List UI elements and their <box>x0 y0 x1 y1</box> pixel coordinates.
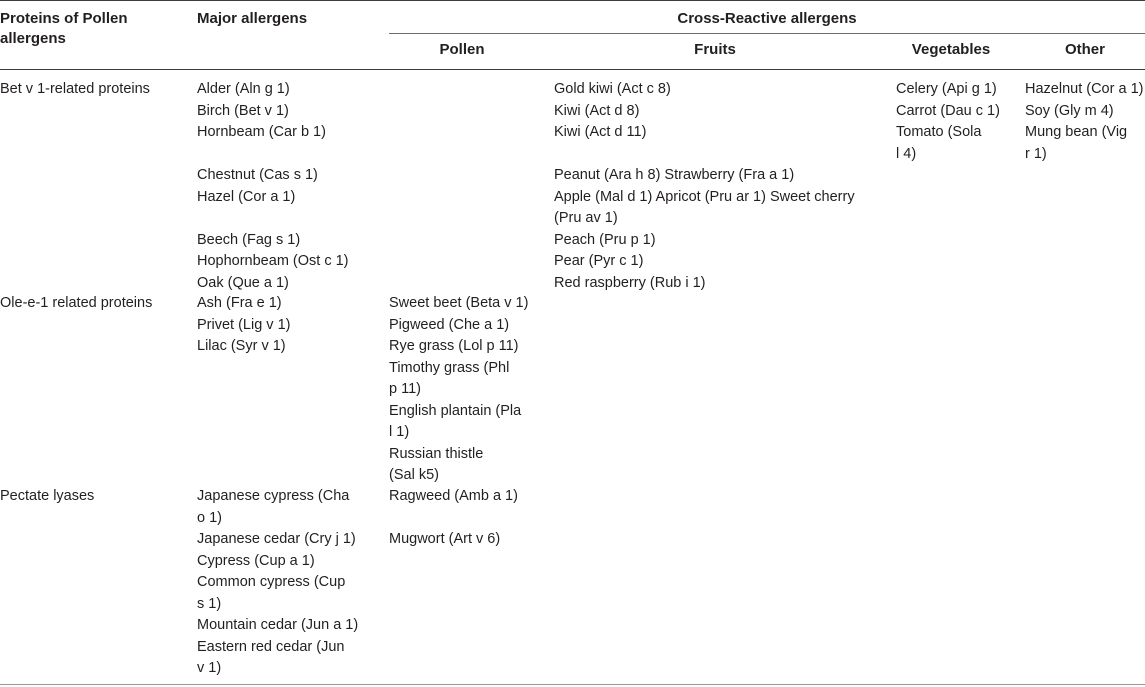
list-item: Japanese cypress (Cha <box>197 488 350 504</box>
list-item: (Sal k5) <box>389 467 439 483</box>
header-major-allergens: Major allergens <box>197 10 308 27</box>
list-item: Peach (Pru p 1) <box>554 231 656 248</box>
list-item: Russian thistle <box>389 445 484 462</box>
list-item: (Pru av 1) <box>554 210 618 226</box>
list-item: Birch (Bet v 1) <box>197 102 289 119</box>
list-item: Pigweed (Che a 1) <box>389 316 510 333</box>
list-item: r 1) <box>1025 145 1047 162</box>
list-item <box>389 508 518 530</box>
list-item: Sweet beet (Beta v 1) <box>389 295 529 311</box>
list-item: Carrot (Dau c 1) <box>896 102 1000 119</box>
list-item: Ash (Fra e 1) <box>197 295 282 311</box>
list-item: Hophornbeam (Ost c 1) <box>197 253 349 269</box>
list-item: Cypress (Cup a 1) <box>197 552 315 569</box>
list-item: Kiwi (Act d 11) <box>554 124 647 140</box>
cross-reactive-underline <box>389 33 1145 34</box>
row-ole-e1-major <box>197 293 290 358</box>
list-item: v 1) <box>197 660 222 676</box>
row-bet-v1-major <box>197 79 349 294</box>
list-item: l 4) <box>896 145 917 162</box>
list-item: Pear (Pyr c 1) <box>554 253 644 269</box>
list-item: Celery (Api g 1) <box>896 81 997 97</box>
row-bet-v1-fruits <box>554 79 855 294</box>
list-item: p 11) <box>389 381 421 397</box>
row-ole-e1-protein: Ole-e-1 related proteins <box>0 295 153 311</box>
list-item: Beech (Fag s 1) <box>197 231 301 248</box>
list-item: Soy (Gly m 4) <box>1025 102 1114 119</box>
row-bet-v1-other <box>1025 79 1143 165</box>
list-item <box>197 144 349 166</box>
row-bet-v1-vegetables <box>896 79 1000 165</box>
subheader-other: Other <box>1064 41 1105 58</box>
subheader-pollen: Pollen <box>439 41 485 58</box>
list-item: Japanese cedar (Cry j 1) <box>197 531 356 547</box>
list-item: Mugwort (Art v 6) <box>389 531 501 547</box>
list-item: Rye grass (Lol p 11) <box>389 338 519 354</box>
list-item: Chestnut (Cas s 1) <box>197 167 318 183</box>
row-ole-e1-pollen <box>389 293 528 487</box>
bottom-rule <box>0 684 1145 685</box>
list-item: Timothy grass (Phl <box>389 359 510 376</box>
list-item: Oak (Que a 1) <box>197 274 289 291</box>
list-item: Ragweed (Amb a 1) <box>389 488 518 504</box>
list-item <box>554 144 855 166</box>
list-item: Hazelnut (Cor a 1) <box>1025 81 1144 97</box>
list-item: Alder (Aln g 1) <box>197 81 290 97</box>
list-item <box>197 208 349 230</box>
row-pectate-lyases-major <box>197 486 358 680</box>
top-rule <box>0 0 1145 1</box>
header-cross-reactive-allergens: Cross-Reactive allergens <box>677 10 857 27</box>
list-item: s 1) <box>197 595 222 612</box>
list-item: English plantain (Pla <box>389 402 522 419</box>
list-item: Hazel (Cor a 1) <box>197 188 296 205</box>
list-item: Hornbeam (Car b 1) <box>197 124 326 140</box>
row-bet-v1-protein: Bet v 1-related proteins <box>0 81 150 97</box>
list-item: Lilac (Syr v 1) <box>197 338 286 354</box>
list-item: Tomato (Sola <box>896 124 982 140</box>
list-item: o 1) <box>197 509 222 526</box>
list-item: Eastern red cedar (Jun <box>197 638 345 655</box>
row-pectate-lyases-protein: Pectate lyases <box>0 488 95 504</box>
header-bottom-rule <box>0 69 1145 70</box>
list-item: Red raspberry (Rub i 1) <box>554 274 706 291</box>
subheader-vegetables: Vegetables <box>911 41 991 58</box>
row-pectate-lyases-pollen <box>389 486 518 551</box>
list-item: Apple (Mal d 1) Apricot (Pru ar 1) Sweet cherry <box>554 188 855 205</box>
list-item: Mung bean (Vig <box>1025 124 1128 140</box>
list-item: Peanut (Ara h 8) Strawberry (Fra a 1) <box>554 167 795 183</box>
list-item: Gold kiwi (Act c 8) <box>554 81 671 97</box>
list-item: Mountain cedar (Jun a 1) <box>197 617 359 633</box>
subheader-fruits: Fruits <box>694 41 736 58</box>
list-item: Common cypress (Cup <box>197 574 346 590</box>
list-item: l 1) <box>389 424 410 440</box>
list-item: Kiwi (Act d 8) <box>554 102 640 119</box>
header-proteins-of-pollen-allergens: Proteins of Pollen allergens <box>0 10 128 47</box>
list-item: Privet (Lig v 1) <box>197 316 291 333</box>
